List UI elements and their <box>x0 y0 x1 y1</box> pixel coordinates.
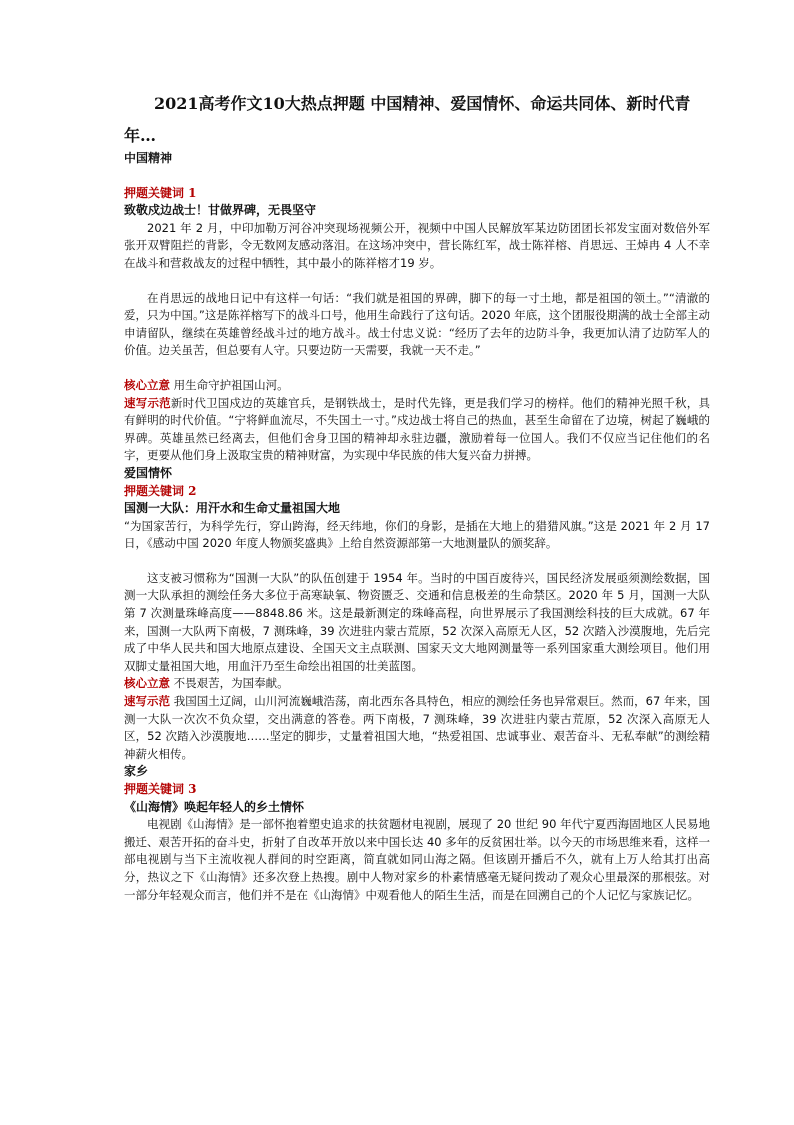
paragraph: 2021 年 2 月，中印加勒万河谷冲突现场视频公开，视频中中国人民解放军某边防团团长祁发宝面对数倍外军张开双臂阻拦的背影，令无数网友感动落泪。在这场冲突中，营长陈红军，战士陈祥榕、肖思远、王焯冉 4 人不幸在战斗和营救战友的过程中牺牲，其中最小的陈祥榕才19 岁。 <box>124 220 710 270</box>
demo-paragraph <box>124 693 710 763</box>
section-heading-hometown: 家乡 <box>124 764 149 779</box>
core-idea-text: 用生命守护祖国山河。 <box>173 377 289 392</box>
paragraph: 电视剧《山海情》是一部怀抱着塑史追求的扶贫题材电视剧，展现了 20 世纪 90 年代宁夏西海固地区人民易地搬迁、艰苦开拓的奋斗史，折射了自改革开放以来中国长达 40 多年的反贫困壮举。以今天的市场思维来看，这样一部电视剧与当下主流收视人群间的时空距离，简直就如同山海之隔。但该剧开播后不久，就有上万人给其打出高分，热议之下《山海情》还多次登上热搜。剧中人物对家乡的朴素情感毫无疑问拨动了观众心里最深的那根弦。对一部分年轻观众而言，他们并不是在《山海情》中观看他人的陌生生活，而是在回溯自己的个人记忆与家族记忆。 <box>124 817 710 902</box>
article-headline: 国测一大队：用汗水和生命丈量祖国大地 <box>124 501 341 516</box>
article-headline: 致敬戍边战士！甘做界碑，无畏坚守 <box>124 203 317 218</box>
document-body <box>124 150 710 904</box>
keyword-label: 押题关键词 2 <box>124 483 197 498</box>
demo-label: 速写示范 <box>124 395 171 410</box>
core-idea <box>124 675 710 693</box>
keyword-label: 押题关键词 1 <box>124 185 197 200</box>
paragraph: 在肖思远的战地日记中有这样一句话：“我们就是祖国的界碑，脚下的每一寸土地，都是祖国的领土。”“清澈的爱，只为中国。”这是陈祥榕写下的战斗口号，他用生命践行了这句话。2020 年底，这个团服役期满的战士全部主动申请留队，继续在英雄曾经战斗过的地方战斗。战士付忠义说：“经历了去年的边防斗争，我更加认清了边防军人的价值。边关虽苦，但总要有人守。只要边防一天需要，我就一天不走。” <box>124 290 710 358</box>
core-idea-text: 不畏艰苦，为国奉献。 <box>173 676 289 691</box>
core-idea-label: 核心立意 <box>124 377 170 392</box>
article-headline: 《山海情》唤起年轻人的乡土情怀 <box>124 799 305 814</box>
demo-label: 速写示范 <box>124 694 171 709</box>
core-idea <box>124 377 710 395</box>
document-title: 2021高考作文10大热点押题 中国精神、爱国情怀、命运共同体、新时代青年… <box>124 94 691 145</box>
core-idea-label: 核心立意 <box>124 676 170 691</box>
demo-text: 我国国土辽阔，山川河流巍峨浩荡，南北西东各具特色，相应的测绘任务也异常艰巨。然而，67 年来，国测一大队一次次不负众望，交出满意的答卷。两下南极，7 测珠峰，39 次进驻内蒙古荒原，52 次深入高原无人区，52 次踏入沙漠腹地……坚定的脚步，丈量着祖国大地，“热爱祖国、忠诚事业、艰苦奋斗、无私奉献”的测绘精神薪火相传。 <box>124 694 710 761</box>
section-heading-patriotism: 爱国情怀 <box>124 465 173 480</box>
demo-text: 新时代卫国戍边的英雄官兵，是钢铁战士，是时代先锋，更是我们学习的榜样。他们的精神光照千秋，具有鲜明的时代价值。“宁将鲜血流尽，不失国土一寸。”戍边战士将自己的热血，甚至生命留在了边境，树起了巍峨的界碑。英雄虽然已经离去，但他们舍身卫国的精神却永驻边疆，激励着每一位国人。我们不仅应当记住他们的名字，更要从他们身上汲取宝贵的精神财富，为实现中华民族的伟大复兴奋力拼搏。 <box>124 395 711 463</box>
paragraph: 这支被习惯称为“国测一大队”的队伍创建于 1954 年。当时的中国百废待兴，国民经济发展亟须测绘数据，国测一大队承担的测绘任务大多位于高寒缺氧、物资匮乏、交通和信息极差的生命禁区。2020 年 5 月，国测一大队第 7 次测量珠峰高度——8848.86 米。这是最新测定的珠峰高程，向世界展示了我国测绘科技的巨大成就。67 年来，国测一大队两下南极，7 测珠峰，39 次进驻内蒙古荒原，52 次深入高原无人区，52 次踏入沙漠腹地，先后完成了中华人民共和国大地原点建设、全国天文主点联测、国家天文大地网测量等一系列国家重大测绘项目。他们用双脚丈量祖国大地，用血汗乃至生命绘出祖国的壮美蓝图。 <box>124 570 710 673</box>
section-heading-china-spirit: 中国精神 <box>124 151 173 165</box>
demo-paragraph <box>124 395 710 465</box>
paragraph: “为国家苦行，为科学先行，穿山跨海，经天纬地，你们的身影，是插在大地上的猎猎风旗。”这是 2021 年 2 月 17 日，《感动中国 2020 年度人物颁奖盛典》上给自然资源部第一大地测量队的颁奖辞。 <box>124 518 710 551</box>
keyword-label: 押题关键词 3 <box>124 782 197 796</box>
